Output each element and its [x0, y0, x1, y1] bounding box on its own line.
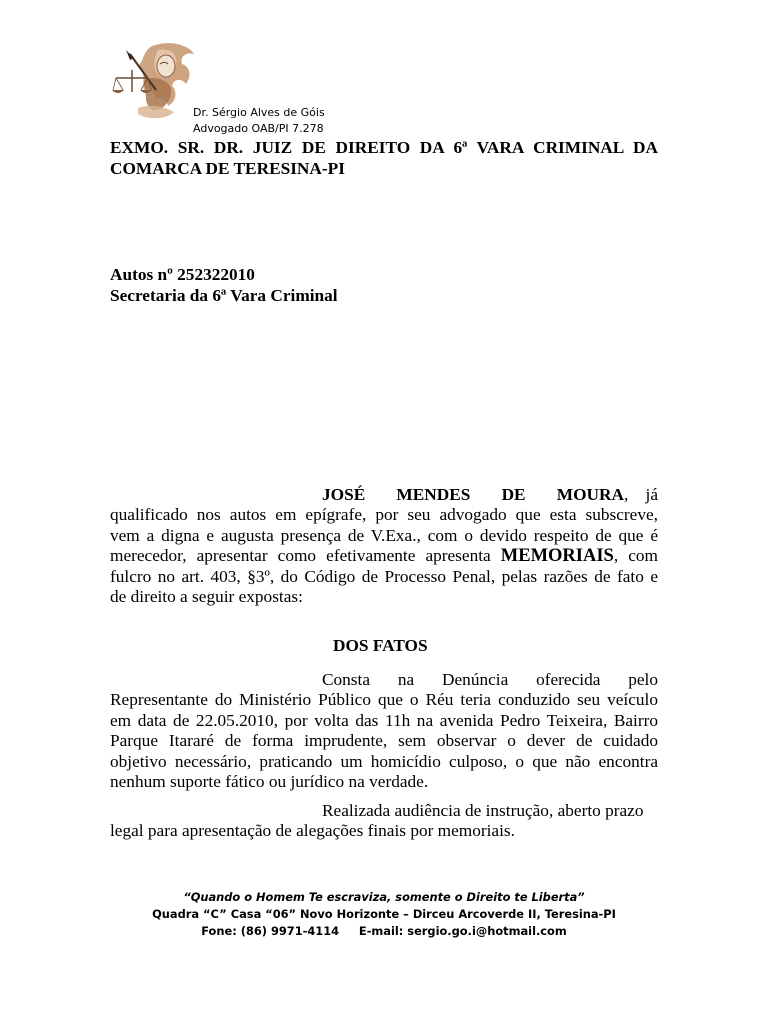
- intro-line-6: de direito a seguir expostas:: [110, 586, 303, 606]
- hearing-line-2: legal para apresentação de alegações finais por memoriais.: [110, 821, 515, 841]
- facts-line-3: em data de 22.05.2010, por volta das 11h na avenida Pedro Teixeira, Bairro: [110, 710, 658, 730]
- hearing-line-1: Realizada audiência de instrução, aberto prazo: [322, 801, 644, 820]
- section-title: DOS FATOS: [333, 636, 428, 655]
- facts-line-4: Parque Itararé de forma imprudente, sem observar o dever de cuidado: [110, 731, 658, 751]
- lady-justice-logo: [108, 40, 196, 122]
- facts-paragraph: [110, 670, 658, 792]
- defendant-name: JOSÉ MENDES DE MOURA: [322, 485, 624, 504]
- intro-line-4: merecedor, apresentar como efetivamente apresenta MEMORIAIS, com: [110, 546, 658, 567]
- footer-quote: “Quando o Homem Te escraviza, somente o Direito te Liberta”: [183, 890, 585, 904]
- footer-address: Quadra “C” Casa “06” Novo Horizonte – Dirceu Arcoverde II, Teresina-PI: [152, 907, 616, 921]
- case-secretaria: Secretaria da 6ª Vara Criminal: [110, 286, 338, 305]
- addressee-heading: EXMO. SR. DR. JUIZ DE DIREITO DA 6ª VARA CRIMINAL DA COMARCA DE TERESINA-PI: [110, 138, 658, 178]
- hearing-paragraph: [110, 801, 658, 842]
- facts-line-1: Consta na Denúncia oferecida pelo: [322, 670, 658, 689]
- case-block: [110, 264, 338, 306]
- case-number: Autos nº 252322010: [110, 265, 255, 284]
- footer: [0, 889, 768, 940]
- intro-line-1: JOSÉ MENDES DE MOURA, já: [322, 485, 658, 504]
- memoriais-term: MEMORIAIS: [500, 546, 614, 567]
- intro-line-5: fulcro no art. 403, §3º, do Código de Processo Penal, pelas razões de fato e: [110, 566, 658, 586]
- facts-line-5: objetivo necessário, praticando um homicídio culposo, o que não encontra: [110, 751, 658, 771]
- intro-paragraph: [110, 485, 658, 607]
- facts-line-6: nenhum suporte fático ou jurídico na verdade.: [110, 771, 429, 791]
- intro-line-3: vem a digna e augusta presença de V.Exa., com o devido respeito de que é: [110, 525, 658, 545]
- footer-contact: Fone: (86) 9971-4114 E-mail: sergio.go.i@hotmail.com: [201, 924, 567, 938]
- author-name: Dr. Sérgio Alves de Góis: [193, 106, 325, 119]
- author-oab: Advogado OAB/PI 7.278: [193, 122, 324, 135]
- facts-line-2: Representante do Ministério Público que o Réu teria conduzido seu veículo: [110, 690, 658, 710]
- author-block: [193, 105, 325, 137]
- intro-line-2: qualificado nos autos em epígrafe, por seu advogado que esta subscreve,: [110, 505, 658, 525]
